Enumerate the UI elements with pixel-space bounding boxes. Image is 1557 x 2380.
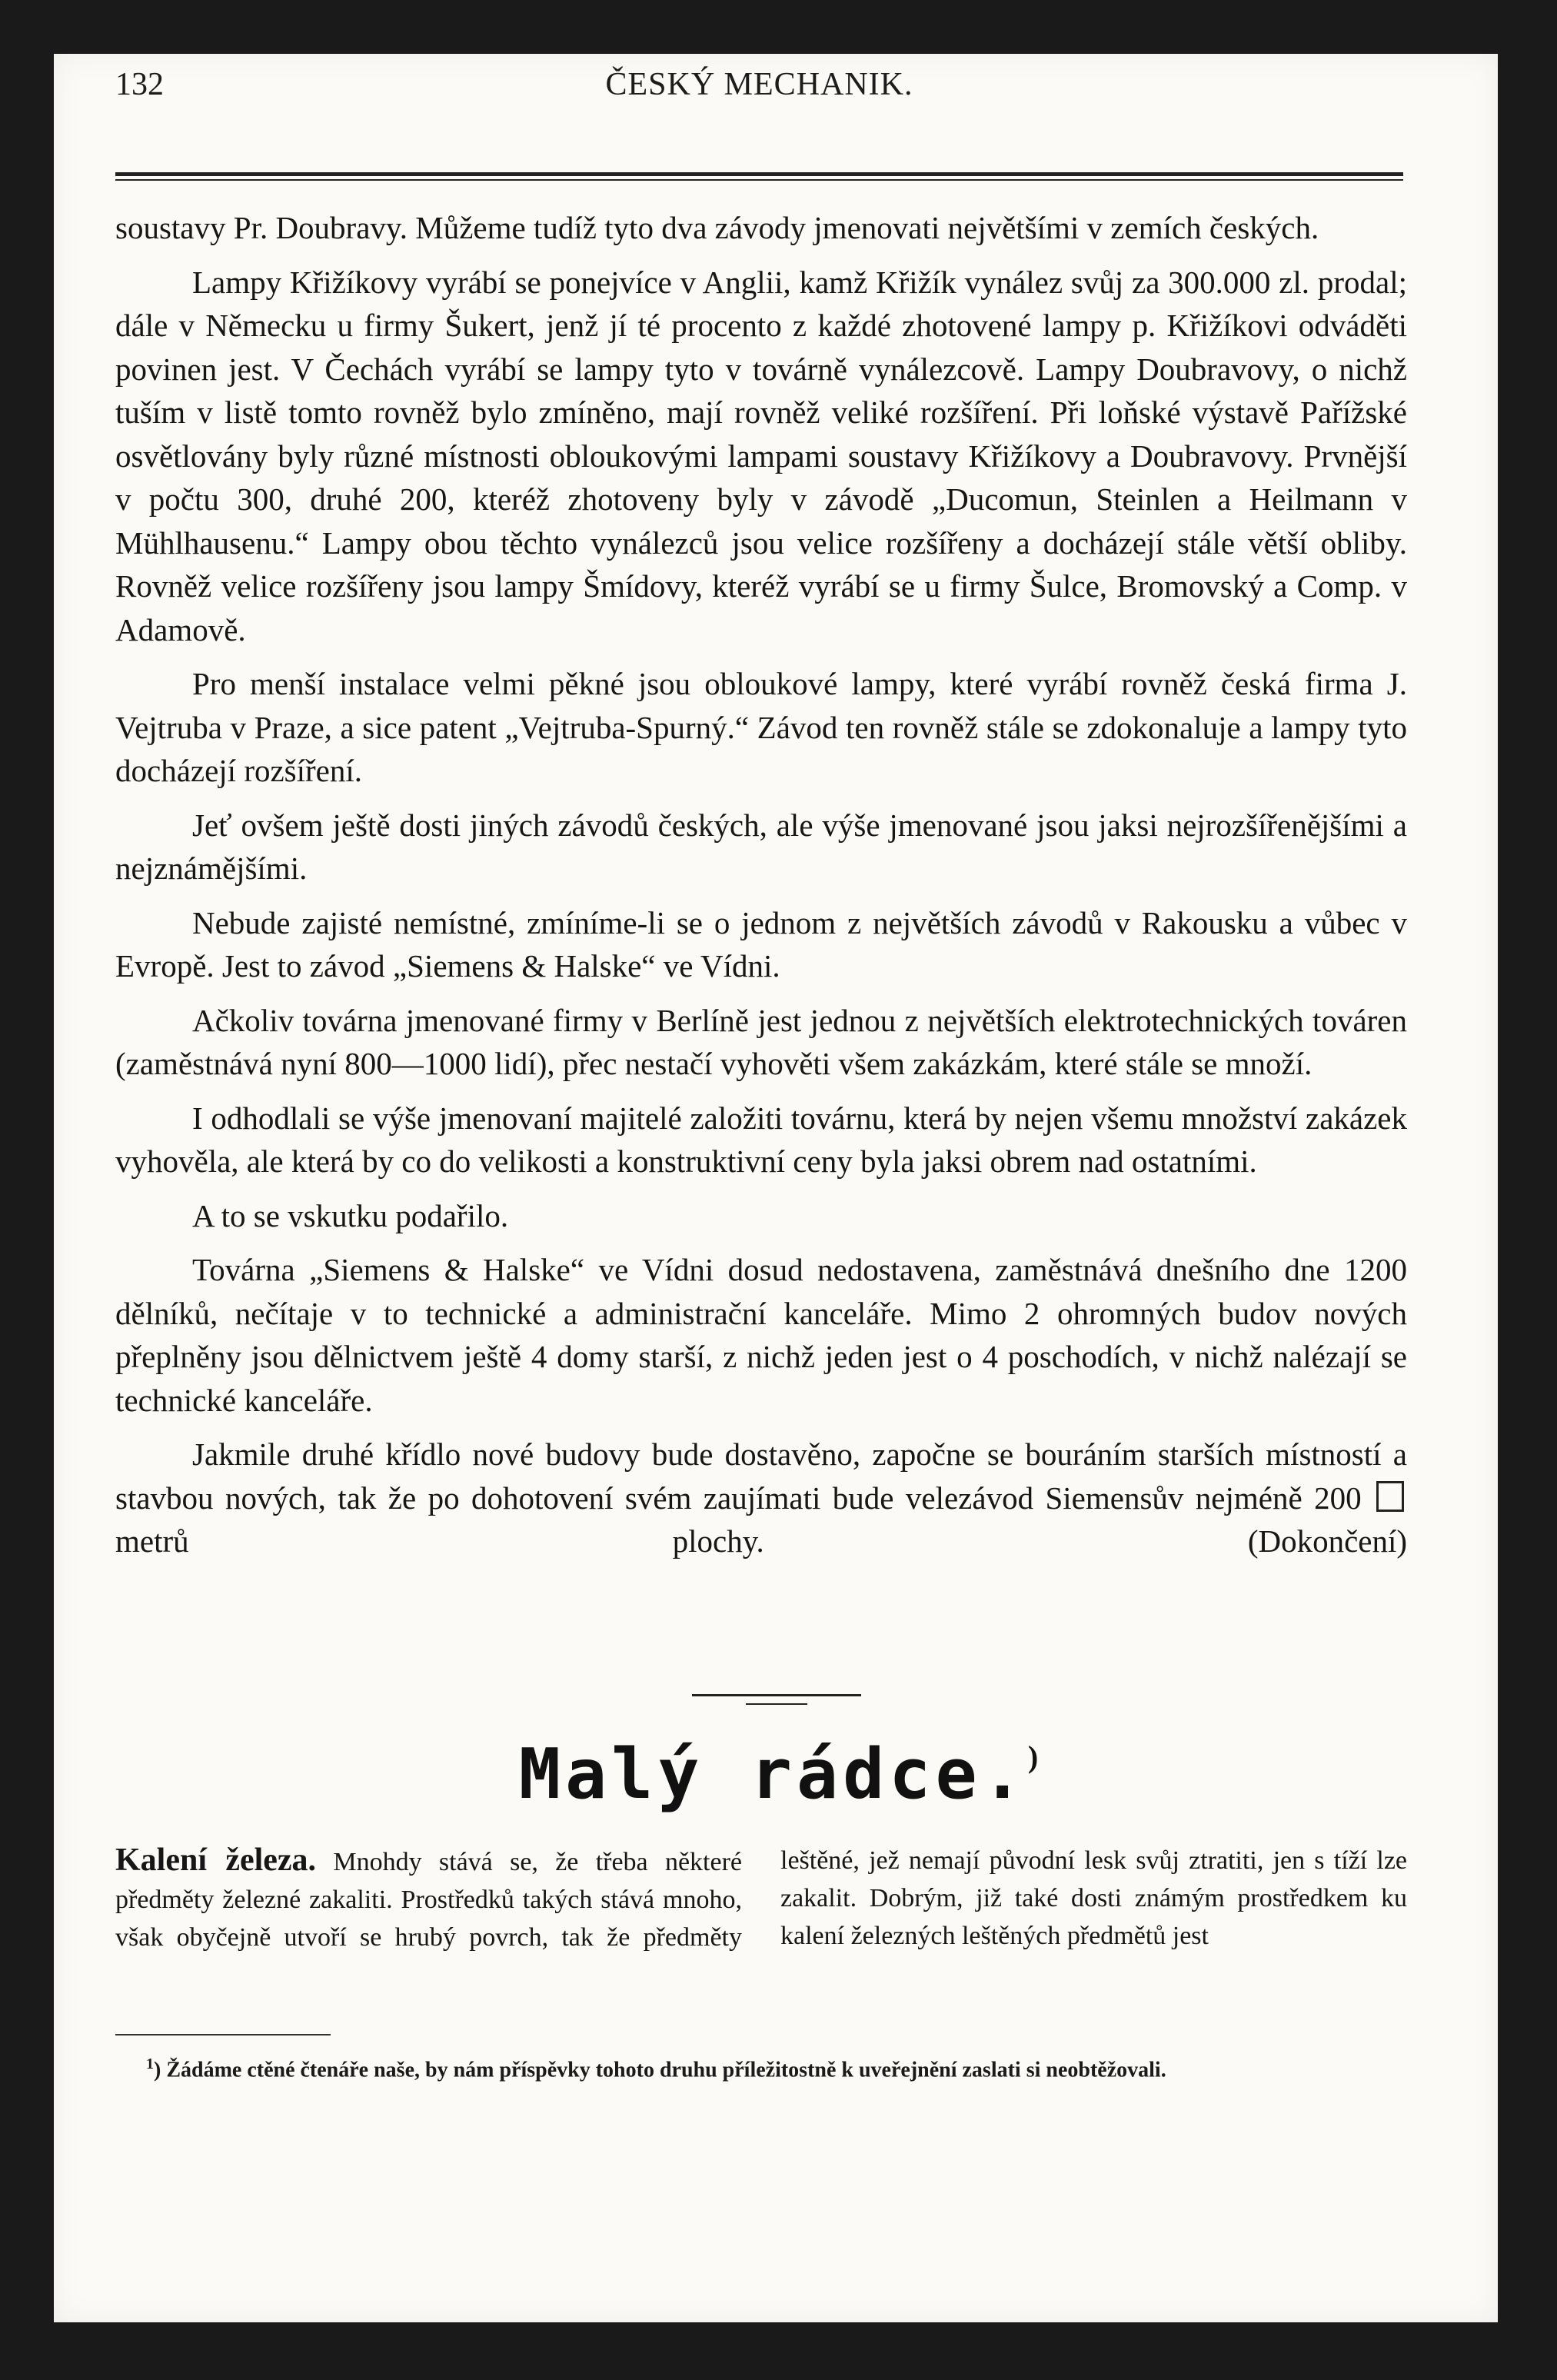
paragraph: Jeť ovšem ještě dosti jiných závodů českých, ale výše jmenované jsou jaksi nejrozšířenějšími a nejznámějšími.	[115, 807, 1407, 886]
paragraph: Ačkoliv továrna jmenované firmy v Berlíně jest jednou z největších elektrotechnických továren (zaměstnává nyní 800—1000 lidí), přec nestačí vyhověti všem zakázkám, které stále se množí.	[115, 1002, 1407, 1081]
footnote-rule	[115, 2034, 331, 2035]
paragraph-last-tail: metrů plochy.	[115, 1523, 764, 1559]
paragraph: soustavy Pr. Doubravy. Můžeme tudíž tyto dva závody jmenovati největšími v zemích českých.	[115, 210, 1319, 245]
paragraph: Továrna „Siemens & Halske“ ve Vídni dosud nedostavena, zaměstnává dnešního dne 1200 dělníků, nečítaje v to technické a administrační kanceláře. Mimo 2 ohromných budov nových přeplněny jsou dělnictvem ještě 4 domy starší, z nichž jeden jest o 4 poschodích, v nichž nalézají se technické kanceláře.	[115, 1252, 1407, 1418]
page-number: 132	[115, 67, 164, 102]
footnote-mark: 1	[146, 2055, 154, 2072]
paragraph: Lampy Křižíkovy vyrábí se ponejvíce v Anglii, kamž Křižík vynález svůj za 300.000 zl. prodal; dále v Německu u firmy Šukert, jenž jí té procento z každé zhotovené lampy p. Křižíkovi odváděti povinen jest. V Čechách vyrábí se lampy tyto v továrně vynálezcově. Lampy Doubravovy, o nichž tuším v listě tomto rovněž bylo zmíněno, mají rovněž veliké rozšíření. Při loňské výstavě Pařížské osvětlovány byly různé místnosti obloukovými lampami soustavy Křižíkovy a Doubravovy. Prvnější v počtu 300, druhé 200, kteréž zhotoveny byly v závodě „Ducomun, Steinlen a Heilmann v Mühlhausenu.“ Lampy obou těchto vynálezců jsou velice rozšířeny a docházejí stále větší obliby. Rovněž velice rozšířeny jsou lampy Šmídovy, kteréž vyrábí se u firmy Šulce, Bromovský a Comp. v Adamově.	[115, 264, 1407, 647]
paragraph: Nebude zajisté nemístné, zmíníme-li se o jednom z největších závodů v Rakousku a vůbec v Evropě. Jest to závod „Siemens & Halske“ ve Vídni.	[115, 904, 1407, 984]
footnote	[115, 2049, 1407, 2085]
footnote-reference: )	[1027, 1739, 1039, 1774]
section-title-text: Malý rádce.	[518, 1734, 1028, 1815]
running-title: ČESKÝ MECHANIK.	[605, 67, 913, 102]
tip-heading: Kalení železa.	[115, 1842, 317, 1878]
square-symbol-icon	[1376, 1481, 1404, 1512]
tip-text: Mnohdy stává se, že třeba některé předměty železné zakaliti. Prostředků takých stává mnoho, však obyčejně utvoří se hrubý povrch, tak že předměty leštěné, jež nemají původní lesk svůj ztratiti, jen s tíží lze zakalit. Dobrým, již také dosti známým prostředkem ku kalení železných leštěných předmětů jest	[115, 1846, 1407, 1952]
page-header	[115, 66, 1403, 120]
header-rule-thin	[115, 179, 1403, 181]
tips-columns	[115, 1842, 1407, 1956]
paragraph-last	[115, 1433, 1407, 1563]
paragraph: Pro menší instalace velmi pěkné jsou obloukové lampy, které vyrábí rovněž česká firma J. Vejtruba v Praze, a sice patent „Vejtruba-Spurný.“ Závod ten rovněž stále se zdokonaluje a lampy tyto docházejí rozšíření.	[115, 666, 1407, 788]
paragraph: I odhodlali se výše jmenovaní majitelé založiti továrnu, která by nejen všemu množství zakázek vyhověla, ale která by co do velikosti a konstruktivní ceny byla jaksi obrem nad ostatními.	[115, 1100, 1407, 1179]
section-divider-short	[746, 1703, 807, 1705]
article-body	[115, 206, 1407, 1574]
paragraph-last-text: Jakmile druhé křídlo nové budovy bude dostavěno, započne se bouráním starších místností a stavbou nových, tak že po dohotovení svém zaujímati bude velezávod Siemensův nejméně 200	[115, 1436, 1407, 1516]
paragraph: A to se vskutku podařilo.	[192, 1197, 509, 1233]
header-rule-thick	[115, 172, 1403, 176]
section-divider	[692, 1694, 861, 1696]
section-title	[0, 1734, 1557, 1815]
continuation-note: (Dokončení)	[1247, 1523, 1408, 1559]
footnote-text: ) Žádáme ctěné čtenáře naše, by nám příspěvky tohoto druhu příležitostně k uveřejnění zaslati si neobtěžovali.	[154, 2058, 1166, 2082]
